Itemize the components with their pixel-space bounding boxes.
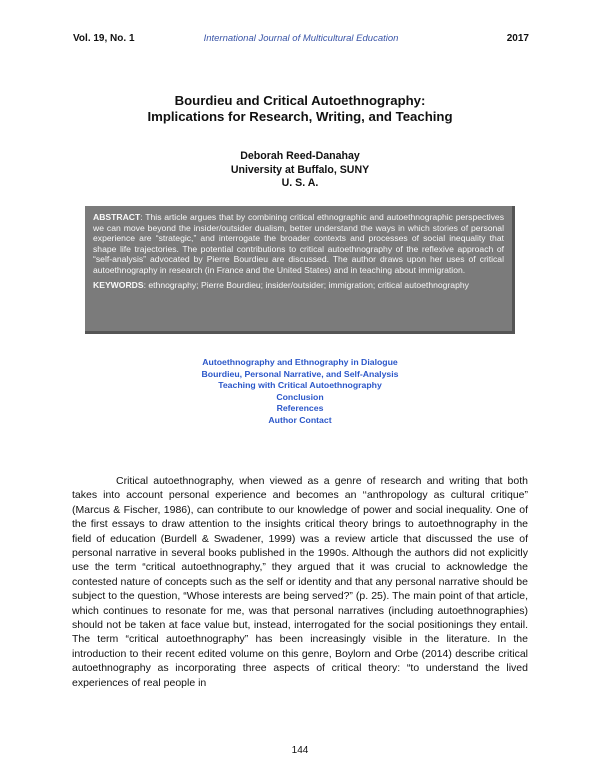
toc-link-conclusion[interactable]: Conclusion <box>276 391 324 402</box>
volume-label: Vol. 19, No. 1 <box>73 33 135 44</box>
title-line-1: Bourdieu and Critical Autoethnography: <box>174 93 426 108</box>
abstract-text: : This article argues that by combining critical ethnographic and autoethnographic perspectives we can move beyond the insider/outsider dualism, better understand the ways in which stories of personal experience are “strategic,” and interrogate the broader contexts and processes of social inequality that shape life trajectories. The potential contributions to critical autoethnography of the reflexive approach of “self-analysis” advocated by Pierre Bourdieu are discussed. The author draws upon her uses of critical autoethnography in research (in France and the United States) and in teaching about immigration. <box>93 212 504 275</box>
body-text <box>72 474 528 690</box>
abstract-label: ABSTRACT <box>93 212 141 222</box>
toc-link-references[interactable]: References <box>276 403 324 413</box>
abstract-box <box>85 206 515 334</box>
author-country: U. S. A. <box>281 177 319 189</box>
keywords-text: : ethnography; Pierre Bourdieu; insider/outsider; immigration; critical autoethnography <box>143 279 469 290</box>
toc-link-author-contact[interactable]: Author Contact <box>268 414 332 425</box>
table-of-contents <box>0 357 600 426</box>
keywords-label: KEYWORDS <box>93 279 144 290</box>
page-number: 144 <box>291 745 309 756</box>
abstract-paragraph <box>93 212 504 276</box>
year-label: 2017 <box>506 33 529 44</box>
author-name: Deborah Reed-Danahay <box>240 150 360 162</box>
article-title <box>0 93 600 125</box>
author-block <box>0 150 600 191</box>
toc-link-teaching[interactable]: Teaching with Critical Autoethnography <box>218 380 382 390</box>
keywords-paragraph <box>93 280 504 291</box>
title-line-2: Implications for Research, Writing, and Teaching <box>147 109 453 124</box>
journal-title: International Journal of Multicultural Education <box>203 33 399 44</box>
running-header <box>73 33 529 49</box>
body-paragraph: Critical autoethnography, when viewed as a genre of research and writing that both takes into account personal experience and becomes an ‘‘anthropology as cultural critique” (Marcus & Fischer, 1986), can contribute to our knowledge of power and social inequality. One of the first essays to draw attention to the insights critical theory brings to autoethnography in the field of education (Burdell & Swadener, 1999) was a review article that discussed the use of personal narrative in several books published in the 1990s. Although the authors did not explicitly use the term “critical autoethnography,” they argued that it was crucial to acknowledge the contested nature of concepts such as the self or identity and that any personal narrative should be subject to the question, “Whose interests are being served?” (p. 25). The main point of that article, which continues to resonate for me, was that personal narratives (including autoethnographies) should not be taken at face value but, instead, interrogated for the social positionings they entail. The term “critical autoethnography” has been increasingly visible in the literature. In the introduction to their recent edited volume on this genre, Boylorn and Orbe (2014) describe critical autoethnography as incorporating three aspects of critical theory: “to understand the lived experiences of real people in <box>72 475 528 689</box>
toc-link-dialogue[interactable]: Autoethnography and Ethnography in Dialogue <box>202 357 398 367</box>
author-affiliation: University at Buffalo, SUNY <box>230 163 370 176</box>
toc-link-self-analysis[interactable]: Bourdieu, Personal Narrative, and Self-Analysis <box>201 368 399 379</box>
